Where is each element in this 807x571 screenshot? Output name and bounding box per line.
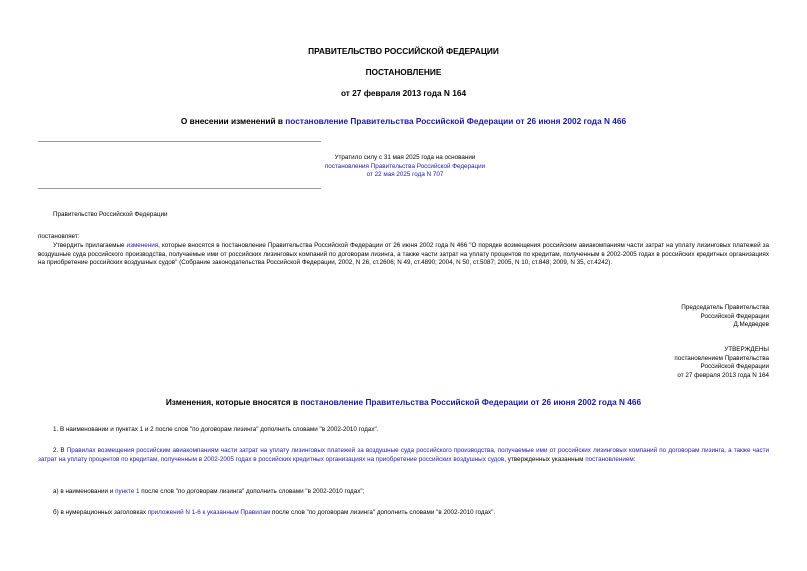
government-heading: ПРАВИТЕЛЬСТВО РОССИЙСКОЙ ФЕДЕРАЦИИ (308, 46, 499, 56)
notice-bottom-rule (38, 188, 321, 189)
date-number-heading: от 27 февраля 2013 года N 164 (340, 88, 467, 98)
resolution-link[interactable]: постановлением (585, 455, 634, 463)
authority-text: Правительство Российской Федерации (53, 211, 168, 218)
p1-text-a: Утвердить прилагаемые (53, 242, 127, 249)
change-item-a (53, 488, 364, 497)
notice-block (300, 154, 510, 180)
notice-link-2[interactable]: от 22 мая 2025 года N 707 (366, 171, 444, 179)
item2-text-b: , утвержденных указанным (504, 455, 586, 463)
rules-link[interactable]: Правилах возмещения российским авиакомпаниям части затрат на уплату лизинговых платежей за воздушные суда российского производства, получаемые ими от российских лизинговых компаний по договорам лизинга, а также части затрат на уплату процентов по кредитам, полученным в 2002-2005 годах в российских кредитных организациях на приобретение российских воздушных судов (38, 447, 769, 463)
p1-text-b: , которые вносятся в постановление Правительства Российской Федерации от 26 июня 2002 года N 466 "О порядке возмещения российским авиакомпаниям части затрат на уплату лизинговых платежей за воздушные суда российского производства, получаемые ими от российских лизинговых компаний по договорам лизинга, а также части затрат на уплату процентов по кредитам, полученным в 2002-2005 годах в российских кредитных организациях на приобретение российских воздушных судов" (Собрание законодательства Российской Федерации, 2002, N 26, ст.2606; N 49, ст.4890; 2004, N 50, ст.5087; 2005, N 10, ст.848; 2009, N 35, ст.4242). (38, 242, 769, 267)
item2-text-c: : (633, 455, 636, 463)
point-1-link[interactable]: пункте 1 (115, 488, 140, 495)
item2-text-a: 2. В (53, 447, 67, 454)
changes-title-link[interactable]: постановление Правительства Российской Федерации от 26 июня 2002 года N 466 (300, 397, 642, 407)
notice-top-rule (38, 141, 321, 142)
approved-line-2: постановлением Правительства (674, 354, 769, 362)
item-a-text-2: после слов "по договорам лизинга" дополнить словами "в 2002-2010 годах"; (139, 488, 365, 495)
change-item-2 (38, 447, 769, 464)
signature-line-2: Российской Федерации (700, 312, 769, 320)
signature-block (560, 304, 769, 330)
doc-type-heading: ПОСТАНОВЛЕНИЕ (365, 67, 442, 77)
decrees-text: постановляет: (38, 233, 80, 240)
title-prefix: О внесении изменений в (180, 116, 286, 126)
notice-line-1: Утратило силу с 31 мая 2025 года на основании (334, 154, 476, 161)
document-title (0, 116, 807, 126)
approved-block (560, 346, 769, 380)
changes-title-prefix: Изменения, которые вносятся в (165, 397, 301, 407)
approved-line-3: Российской Федерации (700, 363, 769, 371)
changes-link[interactable]: изменения (126, 242, 159, 249)
signature-line-1: Председатель Правительства (681, 304, 769, 311)
title-link[interactable]: постановление Правительства Российской Федерации от 26 июня 2002 года N 466 (285, 116, 627, 126)
approved-line-1: УТВЕРЖДЕНЫ (724, 346, 769, 353)
signature-line-3: Д.Медведев (733, 321, 769, 329)
appendices-link[interactable]: приложений N 1-6 к указанным Правилам (147, 509, 271, 516)
approved-line-4: от 27 февраля 2013 года N 164 (677, 371, 769, 379)
resolution-paragraph (38, 242, 769, 268)
item-b-text-1: б) в нумерационных заголовках (53, 509, 148, 516)
changes-title (0, 397, 807, 407)
change-item-1: 1. В наименовании и пунктах 1 и 2 после слов "по договорам лизинга" дополнить словами "в 2002-2010 годах". (53, 426, 379, 433)
item-a-text-1: а) в наименовании и (53, 488, 116, 495)
notice-link-1[interactable]: постановления Правительства Российской Федерации (324, 162, 486, 170)
item-b-text-2: после слов "по договорам лизинга" дополнить словами "в 2002-2010 годах". (270, 509, 496, 516)
change-item-b (53, 509, 495, 518)
